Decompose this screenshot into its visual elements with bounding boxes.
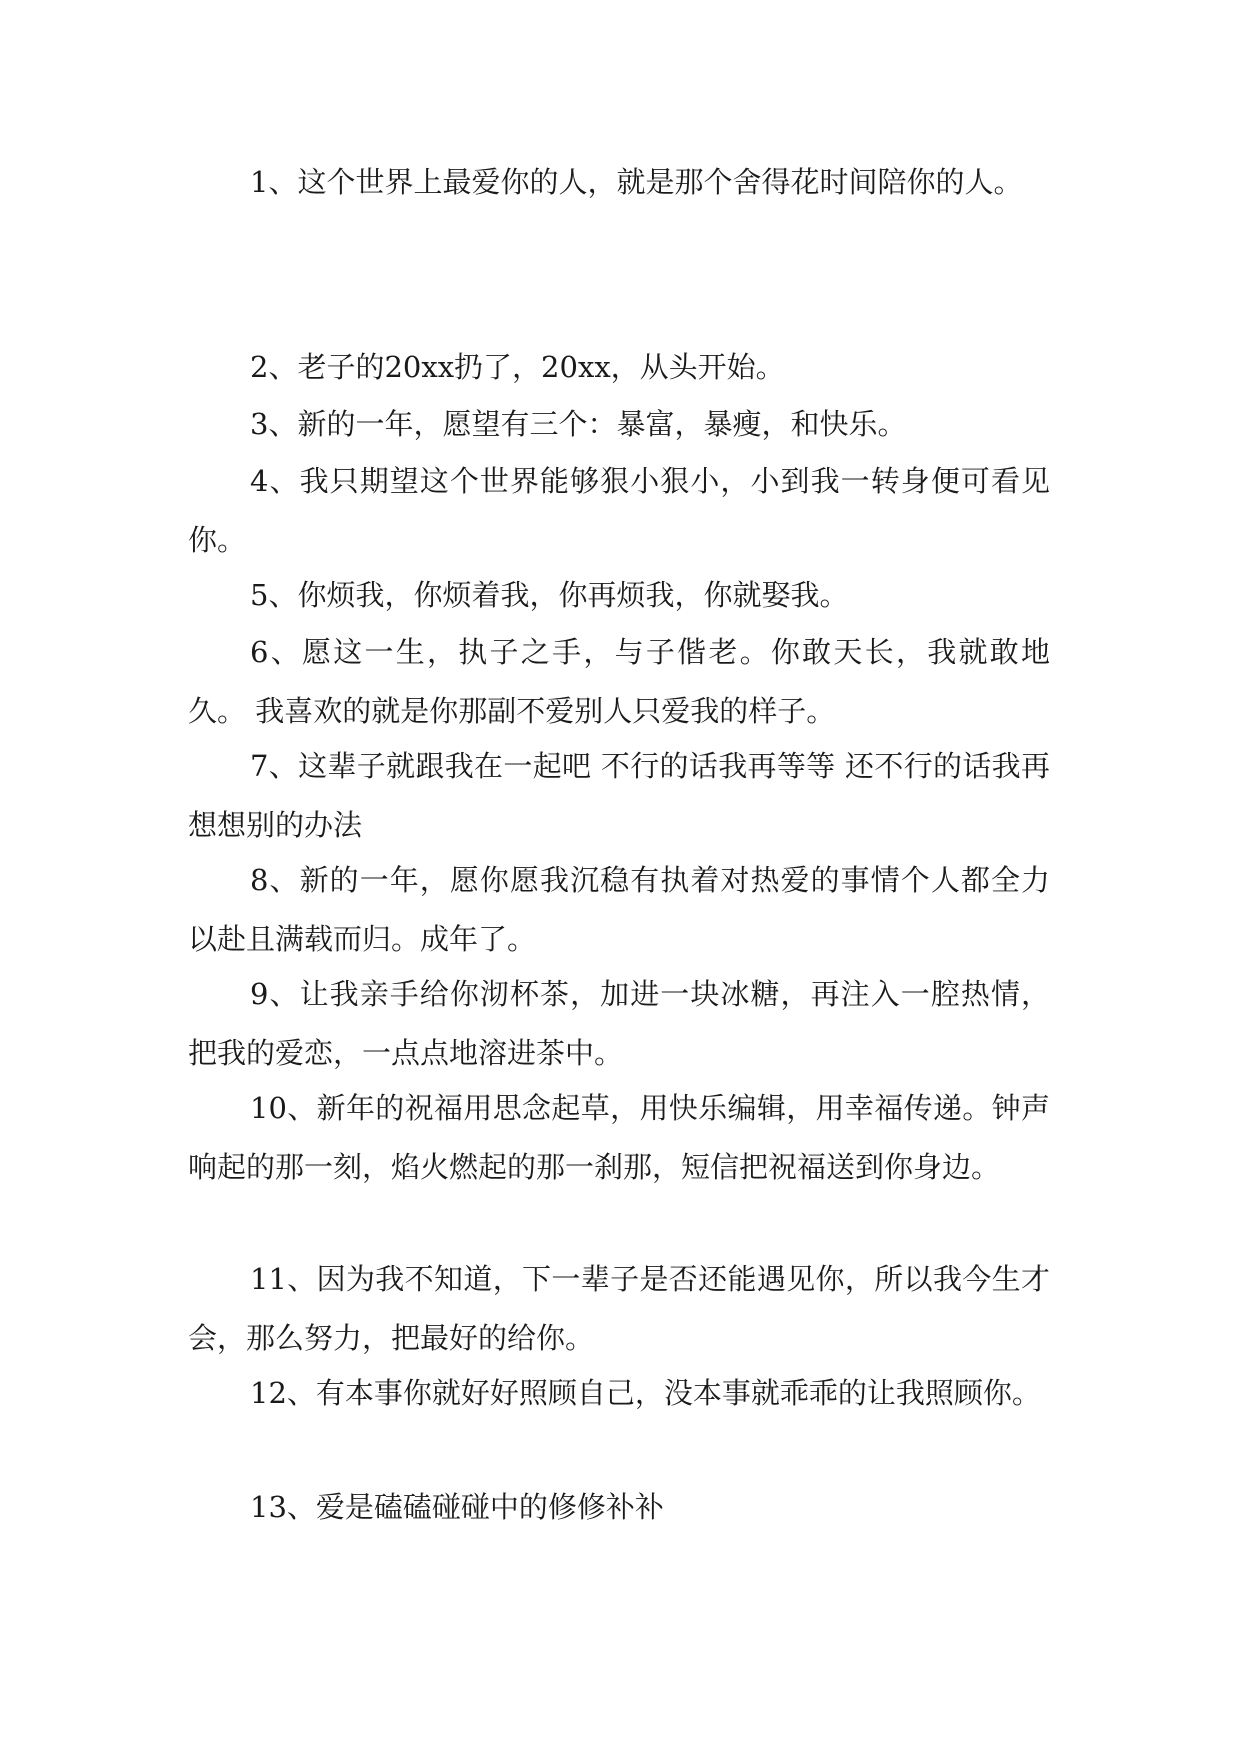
paragraph-4: 4、我只期望这个世界能够狠小狠小，小到我一转身便可看见你。 [188,464,1050,557]
paragraph-5: 5、你烦我，你烦着我，你再烦我，你就娶我。 [250,578,849,612]
paragraph-6: 6、愿这一生，执子之手，与子偕老。你敢天长，我就敢地久。 我喜欢的就是你那副不爱别人只爱我的样子。 [188,635,1050,728]
paragraph-1: 1、这个世界上最爱你的人，就是那个舍得花时间陪你的人。 [250,165,1023,199]
paragraph-9: 9、让我亲手给你沏杯茶，加进一块冰糖，再注入一腔热情，把我的爱恋，一点点地溶进茶中。 [188,977,1050,1070]
paragraph-7: 7、这辈子就跟我在一起吧 不行的话我再等等 还不行的话我再想想别的办法 [188,749,1050,842]
paragraph-10: 10、新年的祝福用思念起草，用快乐编辑，用幸福传递。钟声响起的那一刻，焰火燃起的那一刹那，短信把祝福送到你身边。 [188,1091,1050,1184]
paragraph-3: 3、新的一年，愿望有三个：暴富，暴瘦，和快乐。 [250,407,907,441]
paragraph-11: 11、因为我不知道，下一辈子是否还能遇见你，所以我今生才会，那么努力，把最好的给你。 [188,1262,1050,1355]
paragraph-12: 12、有本事你就好好照顾自己，没本事就乖乖的让我照顾你。 [250,1376,1041,1410]
paragraph-2: 2、老子的20xx扔了，20xx，从头开始。 [250,350,785,384]
paragraph-13: 13、爱是磕磕碰碰中的修修补补 [250,1490,664,1524]
paragraph-8: 8、新的一年，愿你愿我沉稳有执着对热爱的事情个人都全力以赴且满载而归。成年了。 [188,863,1050,956]
